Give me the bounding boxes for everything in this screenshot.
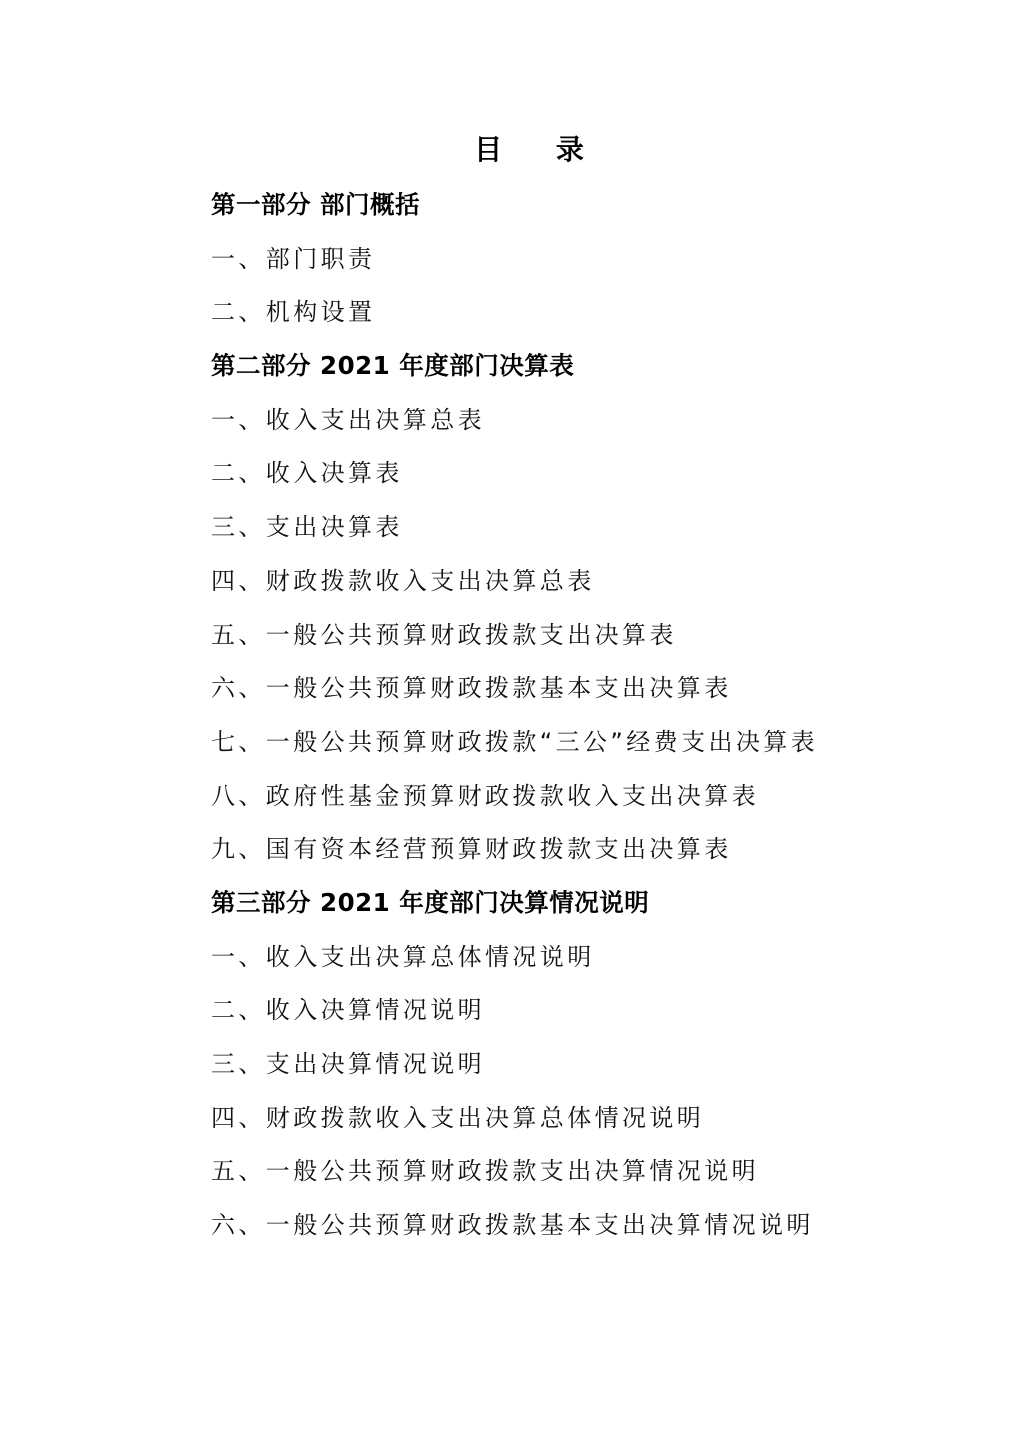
- toc-item: 三、支出决算表: [211, 513, 403, 542]
- toc-item: 七、一般公共预算财政拨款“三公”经费支出决算表: [211, 727, 819, 756]
- toc-item: 五、一般公共预算财政拨款支出决算表: [211, 620, 677, 649]
- section-heading-part-2: 第二部分 2021 年度部门决算表: [211, 351, 575, 381]
- toc-item: 一、收入支出决算总体情况说明: [211, 942, 595, 971]
- toc-item: 一、收入支出决算总表: [211, 405, 485, 434]
- toc-item: 六、一般公共预算财政拨款基本支出决算情况说明: [211, 1211, 814, 1240]
- section-heading-part-1: 第一部分 部门概括: [211, 190, 421, 219]
- section-heading-part-3: 第三部分 2021 年度部门决算情况说明: [211, 887, 650, 917]
- toc-item: 六、一般公共预算财政拨款基本支出决算表: [211, 674, 732, 703]
- toc-item: 二、机构设置: [211, 298, 376, 327]
- toc-item: 五、一般公共预算财政拨款支出决算情况说明: [211, 1157, 759, 1186]
- toc-item: 一、部门职责: [211, 244, 376, 273]
- page-title: 目 录: [474, 133, 606, 166]
- toc-item: 八、政府性基金预算财政拨款收入支出决算表: [211, 781, 759, 810]
- toc-item: 九、国有资本经营预算财政拨款支出决算表: [211, 835, 732, 864]
- table-of-contents: [211, 182, 991, 1256]
- toc-item: 二、收入决算情况说明: [211, 996, 485, 1025]
- toc-item: 四、财政拨款收入支出决算总表: [211, 566, 595, 595]
- toc-item: 三、支出决算情况说明: [211, 1050, 485, 1078]
- toc-item: 二、收入决算表: [211, 459, 403, 488]
- toc-item: 四、财政拨款收入支出决算总体情况说明: [211, 1103, 705, 1132]
